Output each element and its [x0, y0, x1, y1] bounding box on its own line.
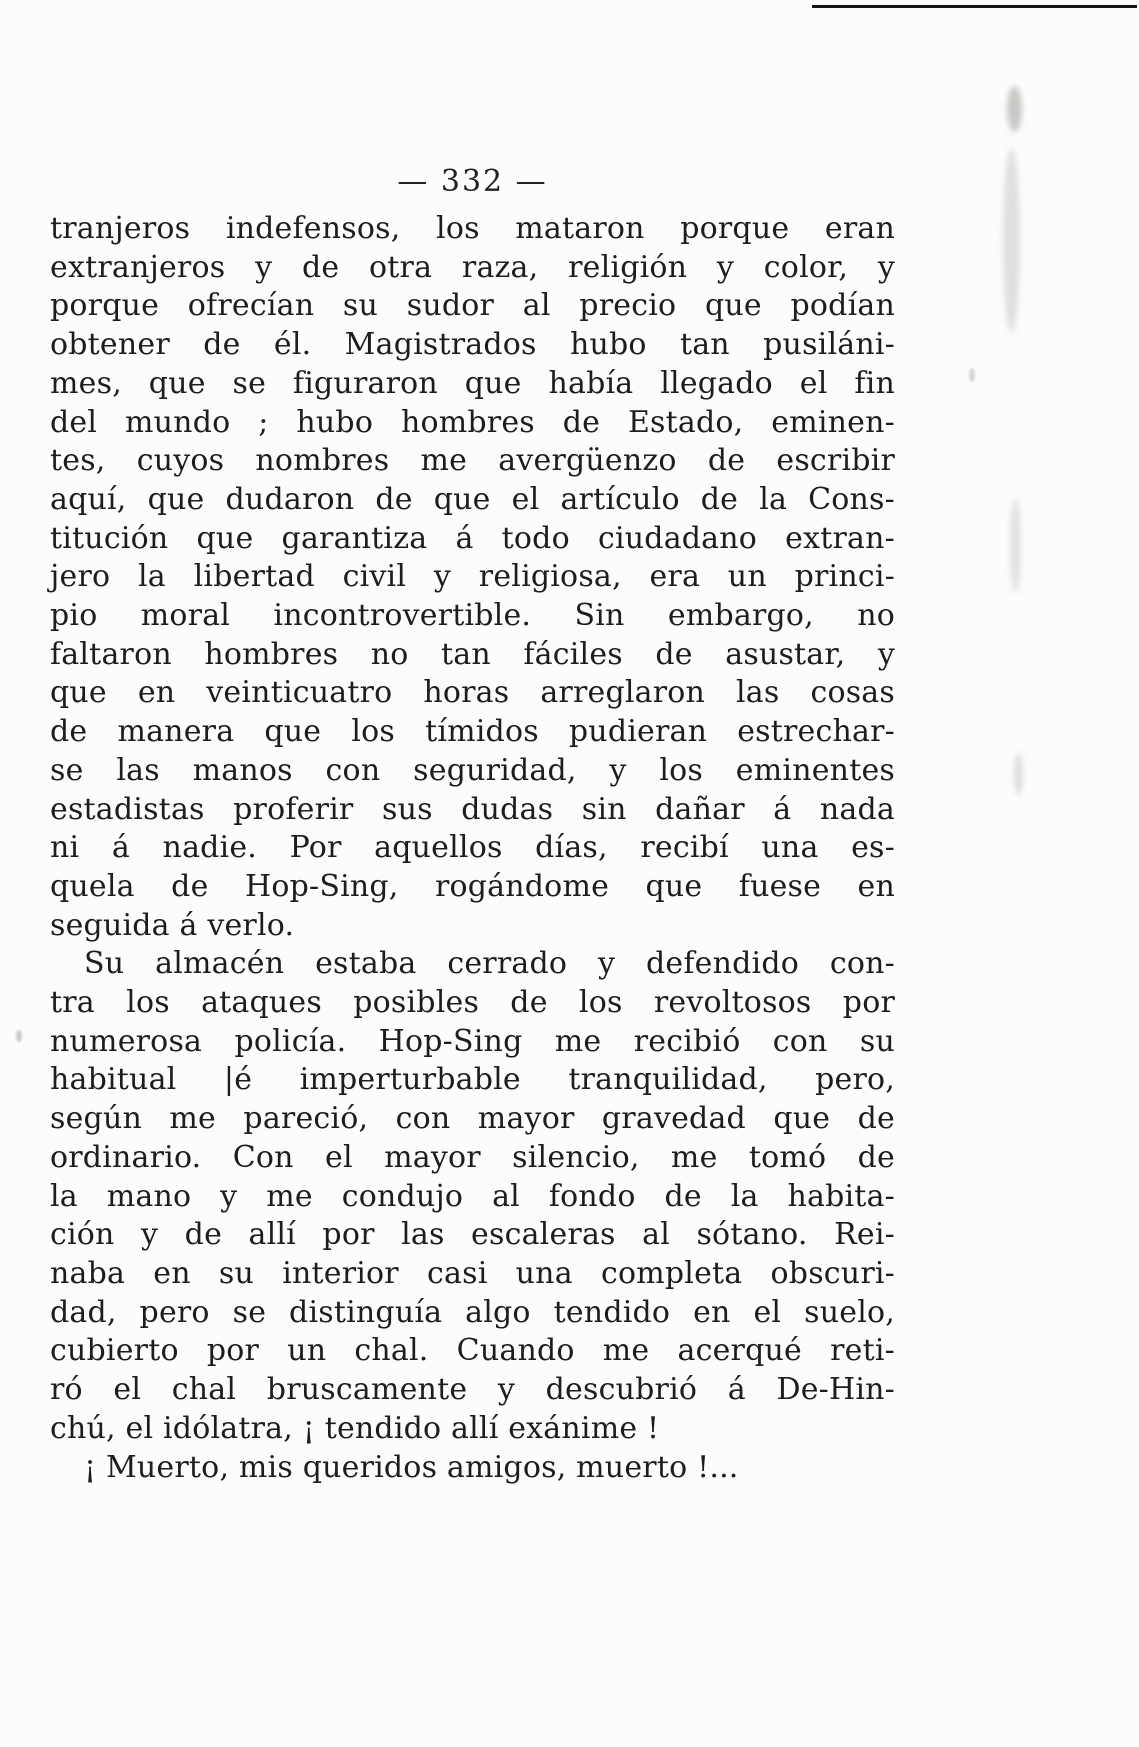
text-line: porque ofrecían su sudor al precio que podían — [50, 288, 895, 324]
paragraph — [50, 210, 895, 945]
text-line: ción y de allí por las escaleras al sótano. Rei- — [50, 1217, 895, 1253]
text-line: ordinario. Con el mayor silencio, me tomó de — [50, 1139, 895, 1175]
text-line: tranjeros indefensos, los mataron porque eran — [50, 211, 895, 246]
text-line: tra los ataques posibles de los revoltosos por — [50, 985, 895, 1021]
text-line: quela de Hop-Sing, rogándome que fuese en — [50, 868, 895, 904]
text-line: tes, cuyos nombres me avergüenzo de escribir — [50, 443, 895, 479]
text-line: dad, pero se distinguía algo tendido en el suelo, — [50, 1294, 895, 1330]
text-line: aquí, que dudaron de que el artículo de la Cons- — [50, 481, 895, 517]
text-line: naba en su interior casi una completa obscuri- — [50, 1255, 895, 1291]
text-line: mes, que se figuraron que había llegado el fin — [50, 365, 895, 401]
page-number: — 332 — — [397, 164, 548, 199]
scan-artifact-top-rule — [812, 5, 1137, 8]
text-line: chú, el idólatra, ¡ tendido allí exánime ! — [50, 1410, 660, 1446]
text-line: de manera que los tímidos pudieran estrechar- — [50, 714, 895, 750]
text-line: según me pareció, con mayor gravedad que de — [50, 1101, 895, 1137]
text-line: Su almacén estaba cerrado y defendido con- — [84, 946, 895, 982]
scan-artifact — [16, 1030, 22, 1042]
text-line: pio moral incontrovertible. Sin embargo, no — [50, 598, 895, 634]
text-line: que en veinticuatro horas arreglaron las cosas — [50, 675, 895, 711]
paragraph — [50, 1449, 895, 1488]
scan-artifact — [1010, 498, 1021, 593]
text-line: ¡ Muerto, mis queridos amigos, muerto !... — [84, 1449, 739, 1485]
text-line: faltaron hombres no tan fáciles de asustar, y — [50, 636, 895, 672]
paragraph — [50, 945, 895, 1448]
text-line: numerosa policía. Hop-Sing me recibió con su — [50, 1023, 895, 1059]
text-block — [50, 164, 895, 1487]
text-line: ró el chal bruscamente y descubrió á De-Hin- — [50, 1372, 895, 1408]
text-line: seguida á verlo. — [50, 907, 295, 943]
text-line: la mano y me condujo al fondo de la habita- — [50, 1178, 895, 1214]
scan-artifact — [1014, 753, 1023, 795]
scan-artifact — [1007, 86, 1022, 132]
text-line: cubierto por un chal. Cuando me acerqué reti- — [50, 1333, 895, 1369]
text-line: obtener de él. Magistrados hubo tan pusiláni- — [50, 327, 895, 363]
text-line: titución que garantiza á todo ciudadano extran- — [50, 520, 895, 556]
text-line: estadistas proferir sus dudas sin dañar á nada — [50, 791, 895, 827]
text-line: extranjeros y de otra raza, religión y color, y — [50, 249, 895, 285]
text-line: jero la libertad civil y religiosa, era un princi- — [50, 559, 895, 595]
text-line: se las manos con seguridad, y los eminentes — [50, 752, 895, 788]
text-line: del mundo ; hubo hombres de Estado, eminen- — [50, 404, 895, 440]
scan-artifact — [969, 368, 975, 382]
text-line: ni á nadie. Por aquellos días, recibí una es- — [50, 830, 895, 866]
text-line: habitual |é imperturbable tranquilidad, pero, — [50, 1062, 895, 1098]
scan-artifact — [1003, 148, 1020, 333]
